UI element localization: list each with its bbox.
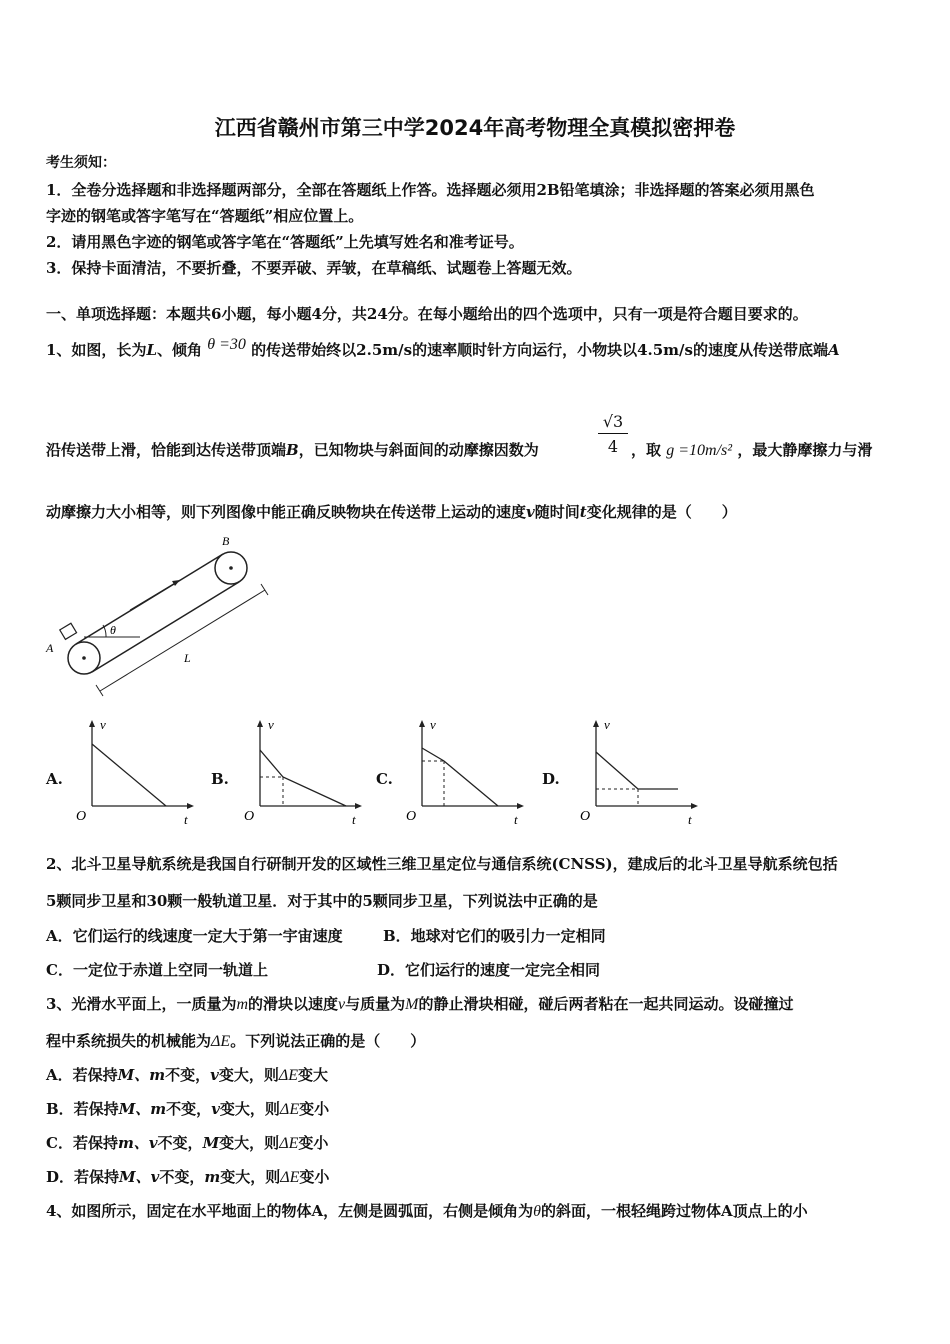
v-t-line (92, 744, 166, 806)
q3-option-c[interactable]: C．若保持m、v不变，M变大，则ΔE变小 (46, 1134, 329, 1152)
svg-text:t: t (184, 812, 188, 827)
q2-option-c[interactable]: C．一定位于赤道上空同一轨道上 (46, 961, 268, 979)
svg-text:O: O (244, 809, 255, 824)
q1-line-2: 沿传送带上滑，恰能到达传送带顶端B，已知物块与斜面间的动摩擦因数为 (46, 441, 539, 459)
q1-line-2b: ，取 g =10m/s² ，最大静摩擦力与滑 (631, 441, 873, 459)
option-a-letter[interactable]: A. (46, 770, 63, 788)
g-expression: g =10m/s² (666, 442, 733, 459)
v-t-line (260, 750, 346, 806)
belt-top (76, 554, 223, 644)
notice-line-1a: 1．全卷分选择题和非选择题两部分，全部在答题纸上作答。选择题必须用2B铅笔填涂；非选择题的答案必须用黑色 (46, 181, 815, 199)
svg-text:v: v (604, 717, 610, 732)
q2-line-1: 2、北斗卫星导航系统是我国自行研制开发的区域性三维卫星定位与通信系统(CNSS)，建成后的北斗卫星导航系统包括 (46, 855, 838, 873)
option-d-letter[interactable]: D. (542, 770, 560, 788)
q3-option-a[interactable]: A．若保持M、m不变，v变大，则ΔE变大 (46, 1066, 329, 1084)
mu-denominator: 4 (607, 437, 619, 456)
page-title: 江西省赣州市第三中学2024年高考物理全真模拟密押卷 (214, 116, 736, 140)
q3-line-2: 程中系统损失的机械能为ΔE。下列说法正确的是（ ） (46, 1032, 426, 1050)
v-t-line (422, 748, 498, 806)
option-c-letter[interactable]: C. (376, 770, 393, 788)
notice-line-2: 2．请用黑色字迹的钢笔或答字笔在“答题纸”上先填写姓名和准考证号。 (46, 233, 524, 251)
q1-line-1: 1、如图，长为L、倾角 θ =30 的传送带始终以2.5m/s的速率顺时针方向运行，小物块以4.5m/s的速度从传送带底端A (46, 336, 840, 359)
label-b: B (222, 534, 230, 548)
option-b-graph (240, 716, 370, 828)
svg-text:v: v (268, 717, 274, 732)
q2-line-2: 5颗同步卫星和30颗一般轨道卫星．对于其中的5颗同步卫星，下列说法中正确的是 (46, 892, 598, 910)
option-d-graph (576, 716, 706, 828)
q3-option-d[interactable]: D．若保持M、v不变，m变大，则ΔE变小 (46, 1168, 330, 1186)
mu-fraction (598, 412, 628, 456)
mu-numerator: √3 (598, 412, 628, 434)
svg-text:v: v (430, 717, 436, 732)
q2-option-b[interactable]: B．地球对它们的吸引力一定相同 (383, 927, 606, 945)
notice-line-3: 3．保持卡面清洁，不要折叠，不要弄破、弄皱，在草稿纸、试题卷上答题无效。 (46, 259, 582, 277)
label-l: L (184, 651, 191, 665)
svg-text:t: t (688, 812, 692, 827)
section-heading: 一、单项选择题：本题共6小题，每小题4分，共24分。在每小题给出的四个选项中，只有一项是符合题目要求的。 (46, 305, 808, 323)
q4-line-1: 4、如图所示，固定在水平地面上的物体A，左侧是圆弧面，右侧是倾角为θ的斜面，一根轻绳跨过物体A顶点上的小 (46, 1202, 808, 1220)
q2-option-a[interactable]: A．它们运行的线速度一定大于第一宇宙速度 (46, 927, 343, 945)
svg-text:t: t (514, 812, 518, 827)
notice-heading: 考生须知： (46, 155, 116, 171)
svg-text:O: O (76, 809, 87, 824)
q1-line-3: 动摩擦力大小相等，则下列图像中能正确反映物块在传送带上运动的速度v随时间t变化规律的是（ ） (46, 503, 737, 521)
label-a: A (46, 641, 54, 655)
svg-text:t: t (352, 812, 356, 827)
notice-line-1b: 字迹的钢笔或答字笔写在“答题纸”相应位置上。 (46, 207, 364, 225)
theta-expression: θ =30 (207, 336, 246, 353)
label-theta: θ (110, 623, 116, 637)
length-dimension (100, 590, 265, 691)
option-b-letter[interactable]: B. (211, 770, 229, 788)
svg-text:O: O (406, 809, 417, 824)
option-a-graph (72, 716, 202, 828)
v-t-line (596, 752, 678, 789)
block (60, 623, 77, 639)
q2-option-d[interactable]: D．它们运行的速度一定完全相同 (377, 961, 601, 979)
conveyor-figure (40, 528, 290, 698)
q3-line-1: 3、光滑水平面上，一质量为m的滑块以速度v与质量为M的静止滑块相碰，碰后两者粘在一起共同运动。设碰撞过 (46, 995, 794, 1013)
q3-option-b[interactable]: B．若保持M、m不变，v变大，则ΔE变小 (46, 1100, 330, 1118)
svg-text:v: v (100, 717, 106, 732)
svg-text:O: O (580, 809, 591, 824)
option-c-graph (402, 716, 532, 828)
